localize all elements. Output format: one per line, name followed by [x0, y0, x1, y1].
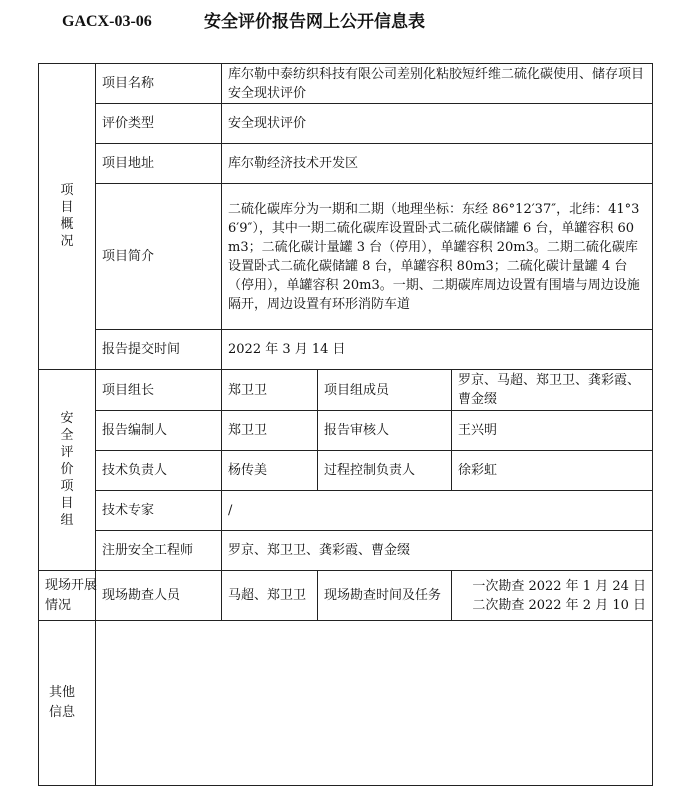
label-submit-time: 报告提交时间 — [96, 330, 222, 370]
section-project-overview — [39, 64, 96, 370]
section-label: 安全评价项目组 — [60, 411, 74, 528]
label-team-members: 项目组成员 — [318, 370, 452, 411]
label-report-author: 报告编制人 — [96, 411, 222, 451]
label-survey-time: 现场勘查时间及任务 — [318, 571, 452, 621]
document-code: GACX-03-06 — [62, 13, 152, 30]
label-tech-expert: 技术专家 — [96, 491, 222, 531]
value-safety-engineer: 罗京、郑卫卫、龚彩霞、曹金缀 — [222, 531, 653, 571]
section-label: 其他信息 — [49, 685, 76, 720]
section-other — [39, 621, 96, 786]
label-project-address: 项目地址 — [96, 144, 222, 184]
row-tech-expert — [39, 491, 653, 531]
row-site-survey — [39, 571, 653, 621]
row-eval-type — [39, 104, 653, 144]
row-other-info — [39, 621, 653, 786]
value-report-reviewer: 王兴明 — [452, 411, 653, 451]
row-submit-time — [39, 330, 653, 370]
document-title: 安全评价报告网上公开信息表 — [204, 12, 425, 32]
row-project-name — [39, 64, 653, 104]
value-team-members: 罗京、马超、郑卫卫、龚彩霞、曹金缀 — [452, 370, 653, 411]
value-team-leader: 郑卫卫 — [222, 370, 318, 411]
label-eval-type: 评价类型 — [96, 104, 222, 144]
value-project-intro: 二硫化碳库分为一期和二期（地理坐标：东经 86°12′37″，北纬：41°36′9″），其中一期二硫化碳库设置卧式二硫化碳储罐 6 台，单罐容积 60m3；二硫化碳计量罐 3 台（停用），单罐容积 20m3。二期二硫化碳库设置卧式二硫化碳储罐 8 台，单罐容积 80m3；二硫化碳计量罐 4 台（停用），单罐容积 20m3。一期、二期碳库周边设置有围墙与周边设施隔开，周边设置有环形消防车道 — [222, 184, 653, 330]
label-safety-engineer: 注册安全工程师 — [96, 531, 222, 571]
value-report-author: 郑卫卫 — [222, 411, 318, 451]
info-table — [38, 63, 653, 786]
label-site-staff: 现场勘查人员 — [96, 571, 222, 621]
row-project-address — [39, 144, 653, 184]
value-survey-time — [452, 571, 653, 621]
row-project-intro — [39, 184, 653, 330]
row-team-leader — [39, 370, 653, 411]
value-project-name: 库尔勒中泰纺织科技有限公司差别化粘胶短纤维二硫化碳使用、储存项目安全现状评价 — [222, 64, 653, 104]
survey-first: 一次勘查 2022 年 1 月 24 日 — [472, 578, 647, 594]
row-report-author — [39, 411, 653, 451]
label-team-leader: 项目组长 — [96, 370, 222, 411]
row-safety-engineer — [39, 531, 653, 571]
label-report-reviewer: 报告审核人 — [318, 411, 452, 451]
value-submit-time: 2022 年 3 月 14 日 — [222, 330, 653, 370]
value-project-address: 库尔勒经济技术开发区 — [222, 144, 653, 184]
label-process-control: 过程控制负责人 — [318, 451, 452, 491]
section-site — [39, 571, 96, 621]
survey-second: 二次勘查 2022 年 2 月 10 日 — [472, 597, 647, 613]
section-label: 现场开展情况 — [45, 577, 98, 613]
value-eval-type: 安全现状评价 — [222, 104, 653, 144]
value-site-staff: 马超、郑卫卫 — [222, 571, 318, 621]
section-label: 项目概况 — [60, 183, 74, 249]
value-process-control: 徐彩虹 — [452, 451, 653, 491]
value-tech-lead: 杨传美 — [222, 451, 318, 491]
row-tech-lead — [39, 451, 653, 491]
section-team — [39, 370, 96, 571]
value-tech-expert: / — [222, 491, 653, 531]
label-project-name: 项目名称 — [96, 64, 222, 104]
value-other-info — [96, 621, 653, 786]
document-header — [0, 9, 697, 35]
label-tech-lead: 技术负责人 — [96, 451, 222, 491]
label-project-intro: 项目简介 — [96, 184, 222, 330]
